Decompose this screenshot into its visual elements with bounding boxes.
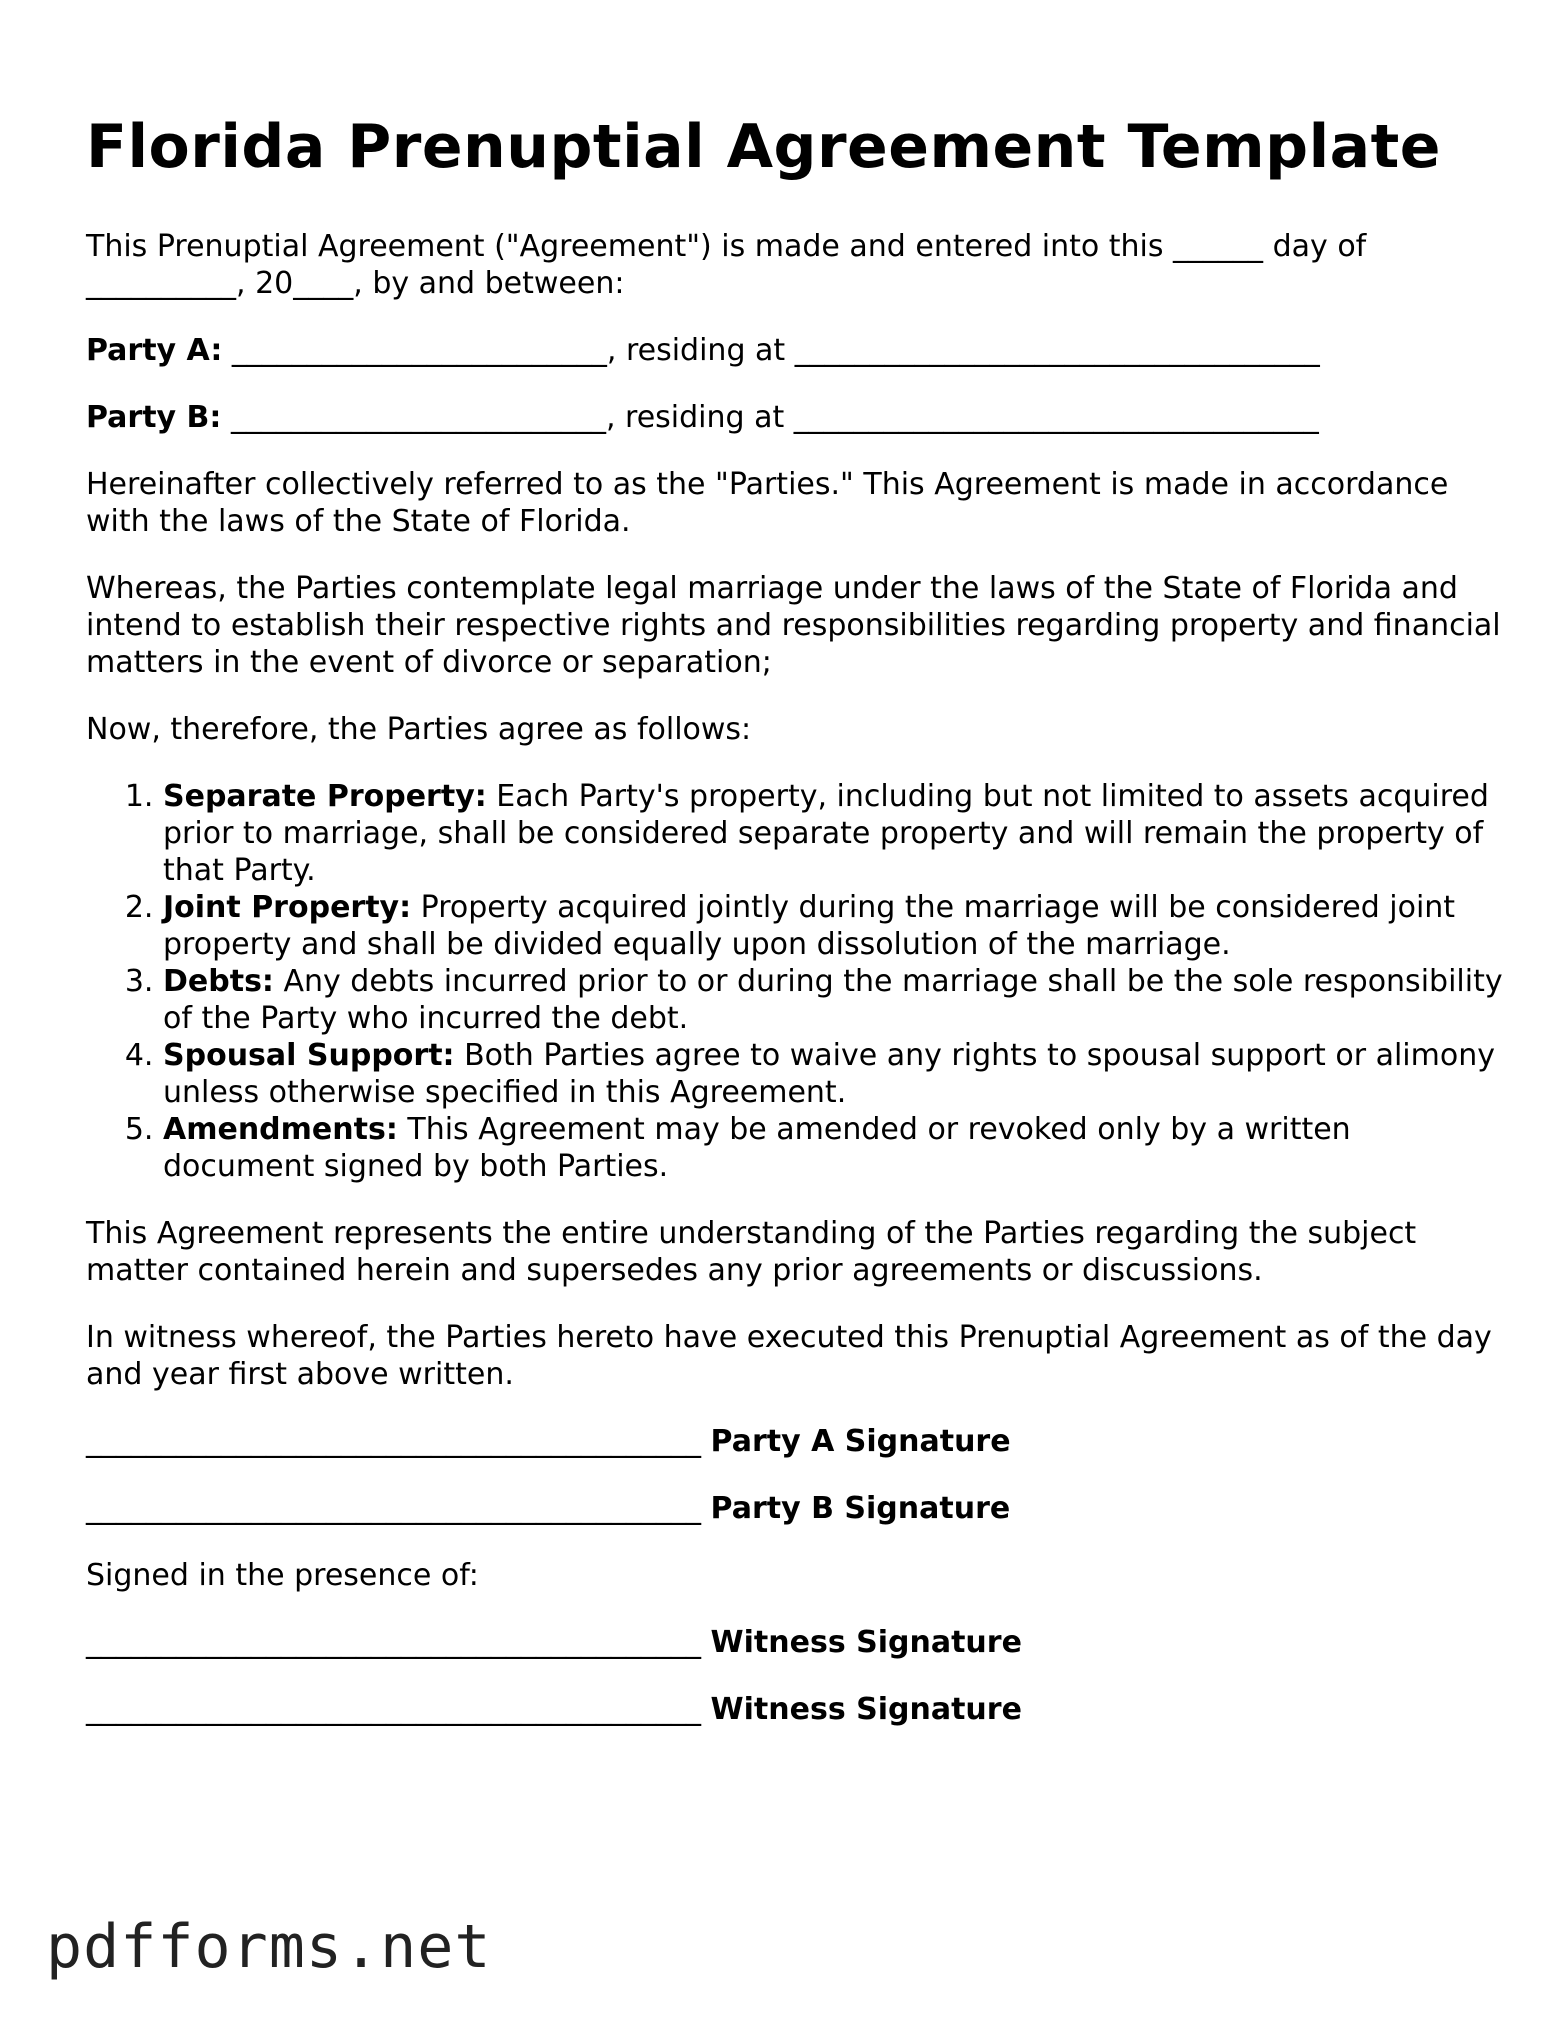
party-a-line xyxy=(86,332,1506,369)
party-a-fields: _________________________, residing at ___________________________________ xyxy=(222,333,1320,368)
witness-2-signature-label: Witness Signature xyxy=(710,1692,1022,1727)
witness-1-signature-line xyxy=(86,1624,1506,1661)
term-item-spousal-support xyxy=(163,1037,1506,1111)
witness-2-signature-line xyxy=(86,1691,1506,1728)
party-b-fields: _________________________, residing at ___________________________________ xyxy=(221,400,1319,435)
witness-whereof-paragraph: In witness whereof, the Parties hereto have executed this Prenuptial Agreement as of the day and year first above written. xyxy=(86,1320,1492,1392)
document-page xyxy=(86,104,1506,1758)
term-text: Any debts incurred prior to or during the marriage shall be the sole responsibility of the Party who incurred the debt. xyxy=(163,964,1503,1036)
term-item-joint-property xyxy=(163,889,1506,963)
term-text: Both Parties agree to waive any rights to spousal support or alimony unless otherwise specified in this Agreement. xyxy=(163,1038,1495,1110)
witness-1-signature-label: Witness Signature xyxy=(710,1625,1022,1660)
term-item-separate-property xyxy=(163,778,1506,889)
term-label: Joint Property: xyxy=(163,890,412,925)
presence-text: Signed in the presence of: xyxy=(86,1558,479,1593)
term-label: Debts: xyxy=(163,964,274,999)
intro-paragraph xyxy=(86,228,1506,302)
party-b-signature-line xyxy=(86,1490,1506,1527)
intro-line-2: __________, 20____, by and between: xyxy=(86,266,625,301)
signature-blank: _________________________________________ xyxy=(86,1491,701,1526)
party-b-label: Party B: xyxy=(86,400,222,435)
parties-paragraph: Hereinafter collectively referred to as the "Parties." This Agreement is made in accordance with the laws of the State of Florida. xyxy=(86,467,1449,539)
party-a-signature-line xyxy=(86,1423,1506,1460)
term-item-amendments xyxy=(163,1111,1506,1185)
terms-list xyxy=(86,778,1506,1185)
pdfforms-logo: pdfforms.net xyxy=(46,1912,492,1982)
party-a-label: Party A: xyxy=(86,333,223,368)
term-text: This Agreement may be amended or revoked only by a written document signed by both Parties. xyxy=(163,1112,1351,1184)
term-label: Spousal Support: xyxy=(163,1038,455,1073)
party-a-signature-label: Party A Signature xyxy=(710,1424,1011,1459)
term-text: Each Party's property, including but not limited to assets acquired prior to marriage, shall be considered separate property and will remain the property of that Party. xyxy=(163,779,1489,888)
term-label: Amendments: xyxy=(163,1112,398,1147)
signature-blank: _________________________________________ xyxy=(86,1625,701,1660)
now-therefore-paragraph: Now, therefore, the Parties agree as follows: xyxy=(86,712,752,747)
signature-blank: _________________________________________ xyxy=(86,1692,701,1727)
term-label: Separate Property: xyxy=(163,779,487,814)
document-title: Florida Prenuptial Agreement Template xyxy=(86,112,1441,182)
whereas-paragraph: Whereas, the Parties contemplate legal marriage under the laws of the State of Florida and intend to establish their respective rights and responsibilities regarding property and financial matters in the event of divorce or separation; xyxy=(86,571,1501,680)
signature-blank: _________________________________________ xyxy=(86,1424,701,1459)
party-b-signature-label: Party B Signature xyxy=(710,1491,1011,1526)
intro-line-1: This Prenuptial Agreement ("Agreement") is made and entered into this ______ day of xyxy=(86,229,1367,264)
term-text: Property acquired jointly during the marriage will be considered joint property and shall be divided equally upon dissolution of the marriage. xyxy=(163,890,1456,962)
term-item-debts xyxy=(163,963,1506,1037)
entire-agreement-paragraph: This Agreement represents the entire understanding of the Parties regarding the subject matter contained herein and supersedes any prior agreements or discussions. xyxy=(86,1216,1417,1288)
party-b-line xyxy=(86,399,1506,436)
